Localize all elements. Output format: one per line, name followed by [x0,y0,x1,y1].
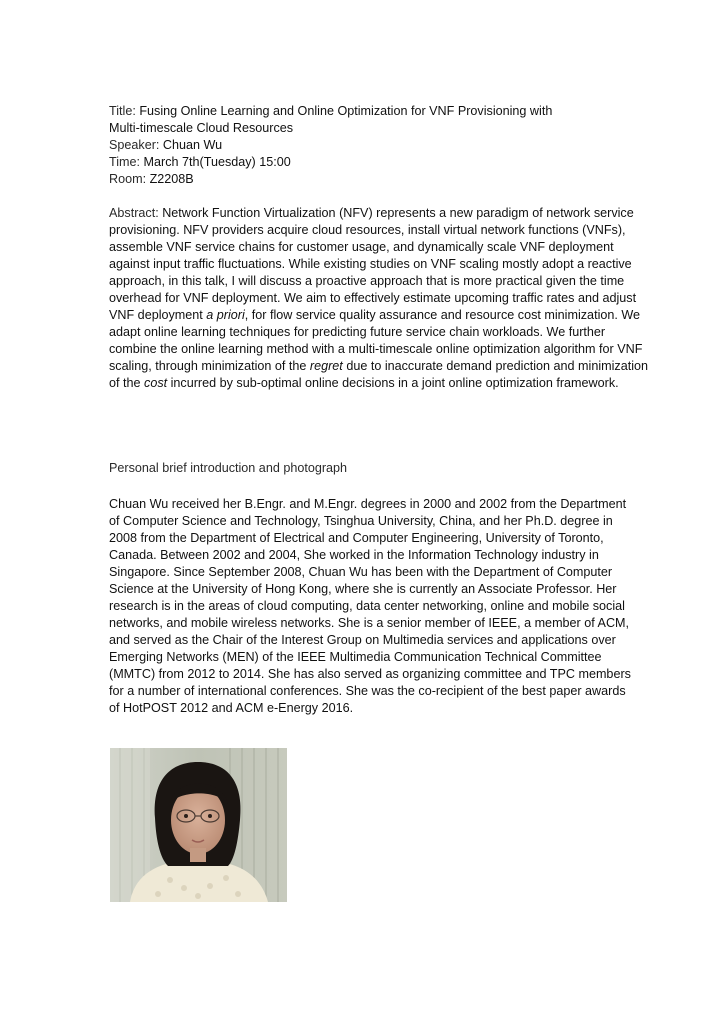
abstract-label: Abstract: [109,206,159,220]
title-label: Title: [109,104,136,118]
talk-room: Z2208B [149,172,194,186]
title-line-2 [109,120,649,137]
title-line-1 [109,103,649,120]
talk-announcement [109,103,649,715]
bio-text: Chuan Wu received her B.Engr. and M.Engr. degrees in 2000 and 2002 from the Department of Computer Science and Technology, Tsinghua University, China, and her Ph.D. degree in 2008 from the Department of Electrical and Computer Engineering, University of Toronto, Canada. Between 2002 and 2004, She worked in the Information Technology industry in Singapore. Since September 2008, Chuan Wu has been with the Department of Computer Science at the University of Hong Kong, where she is currently an Associate Professor. Her research is in the areas of cloud computing, data center networking, online and mobile social networks, and mobile wireless networks. She is a senior member of IEEE, a member of ACM, and served as the Chair of the Interest Group on Multimedia services and applications over Emerging Networks (MEN) of the IEEE Multimedia Communication Technical Committee (MMTC) from 2012 to 2014. She has also served as organizing committee and TPC members for a number of international conferences. She was the co-recipient of the best paper awards of HotPOST 2012 and ACM e-Energy 2016. [109,497,631,715]
room-line [109,171,649,188]
speaker-portrait-image [110,748,287,902]
talk-title: Fusing Online Learning and Online Optimization for VNF Provisioning with [139,104,553,118]
abstract-emphasis-regret: regret [309,359,343,373]
time-line [109,154,649,171]
bio-heading: Personal brief introduction and photograph [109,461,348,475]
talk-title-continued: Multi-timescale Cloud Resources [109,121,294,135]
speaker-line [109,137,649,154]
speaker-label: Speaker: [109,138,160,152]
speaker-name: Chuan Wu [162,138,223,152]
talk-info [109,103,649,188]
abstract-text-2: , for flow service quality assurance and resource cost minimization. We adapt online learning techniques for predicting future service chain workloads. We further combine the online learning method with a multi-timescale online optimization algorithm for VNF scaling, through minimization of the [109,308,643,373]
abstract-emphasis-a-priori: a priori [206,308,245,322]
abstract-text-4: incurred by sub-optimal online decisions in a joint online optimization framework. [170,376,619,390]
abstract-text-3: due to inaccurate demand prediction and minimization of the [109,359,649,390]
speaker-photo [110,748,287,902]
room-label: Room: [109,172,147,186]
abstract-text-1: Network Function Virtualization (NFV) represents a new paradigm of network service provisioning. NFV providers acquire cloud resources, install virtual network functions (VNFs), assemble VNF service chains for customer usage, and dynamically scale VNF deployment against input traffic fluctuations. While existing studies on VNF scaling mostly adopt a reactive approach, in this talk, I will discuss a proactive approach that is more practical given the time overhead for VNF deployment. We aim to effectively estimate upcoming traffic rates and adjust VNF deployment [109,206,637,322]
abstract [109,205,649,392]
time-label: Time: [109,155,141,169]
abstract-emphasis-cost: cost [144,376,168,390]
talk-time: March 7th(Tuesday) 15:00 [143,155,291,169]
